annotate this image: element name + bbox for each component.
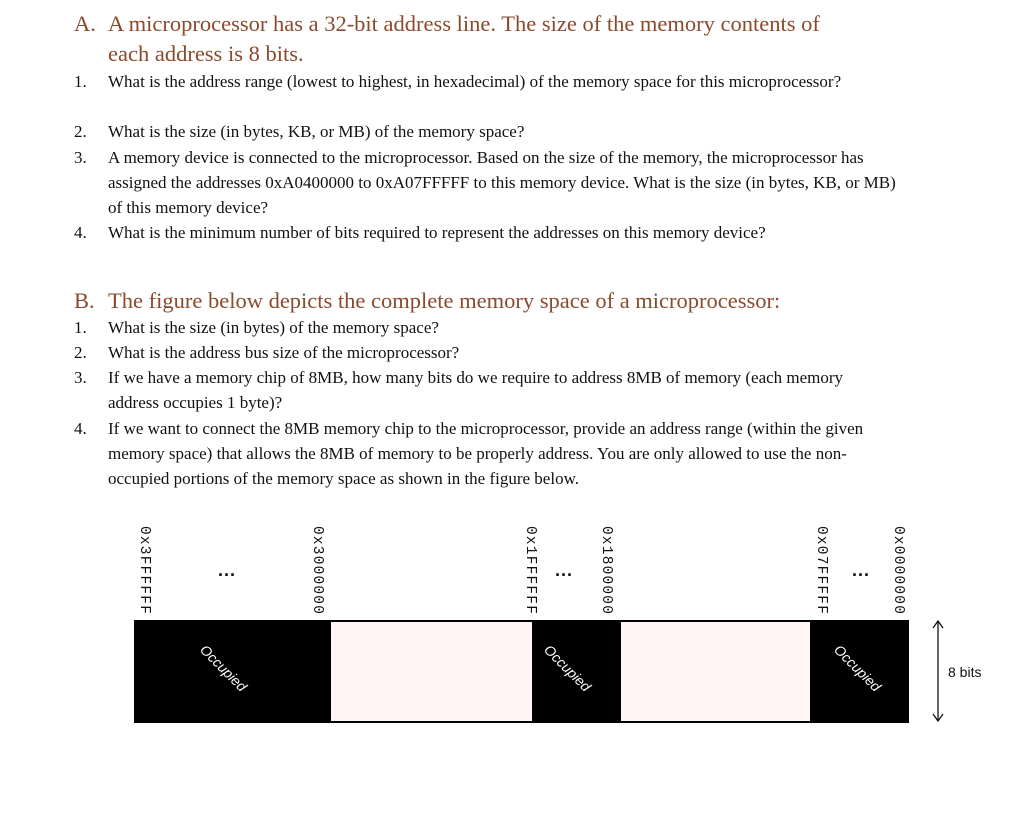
free-segment bbox=[619, 620, 812, 723]
address-label: 0x3FFFFFF bbox=[136, 526, 152, 616]
occupied-label: Occupied bbox=[197, 641, 251, 695]
address-label: 0x1FFFFFF bbox=[522, 526, 538, 616]
address-label: 0x1800000 bbox=[598, 526, 614, 616]
width-arrow-icon bbox=[928, 618, 948, 724]
section-a-line1: A microprocessor has a 32-bit address line. The size of the memory contents of bbox=[108, 11, 820, 36]
item-text: A memory device is connected to the microprocessor. Based on the size of the memory, the microprocessor has assigned the addresses 0xA0400000 to 0xA07FFFFF to this memory device. What is the size (in bytes, KB, or MB) of this memory device? bbox=[108, 148, 896, 217]
item-number: 4. bbox=[74, 223, 87, 242]
item-number: 1. bbox=[74, 72, 87, 91]
item-text: What is the minimum number of bits required to represent the addresses on this memory device? bbox=[108, 223, 766, 242]
item-text: What is the size (in bytes, KB, or MB) of the memory space? bbox=[108, 122, 525, 141]
address-label: 0x0000000 bbox=[890, 526, 906, 616]
bit-width-label: 8 bits bbox=[948, 664, 982, 680]
occupied-label: Occupied bbox=[831, 641, 885, 695]
ellipsis: ... bbox=[218, 560, 237, 580]
item-number: 4. bbox=[74, 419, 87, 438]
section-a-line2: each address is 8 bits. bbox=[108, 41, 304, 66]
occupied-segment bbox=[134, 620, 331, 723]
section-b-line1: The figure below depicts the complete memory space of a microprocessor: bbox=[108, 288, 781, 313]
address-label: 0x3000000 bbox=[309, 526, 325, 616]
item-text: If we have a memory chip of 8MB, how many bits do we require to address 8MB of memory (each memory address occupies 1 byte)? bbox=[108, 368, 844, 412]
free-segment bbox=[329, 620, 534, 723]
item-text: What is the size (in bytes) of the memory space? bbox=[108, 318, 439, 337]
item-text: What is the address range (lowest to highest, in hexadecimal) of the memory space for this microprocessor? bbox=[108, 72, 842, 91]
section-a-label: A. bbox=[74, 11, 96, 36]
item-number: 2. bbox=[74, 343, 87, 362]
item-number: 3. bbox=[74, 368, 87, 387]
address-label: 0x07FFFFF bbox=[813, 526, 829, 616]
item-text: If we want to connect the 8MB memory chip to the microprocessor, provide an address range (within the given memory space) that allows the 8MB of memory to be properly address. You are only allowed to use the non-occupied portions of the memory space as shown in the figure below. bbox=[108, 419, 864, 488]
ellipsis: ... bbox=[852, 560, 871, 580]
occupied-segment bbox=[532, 620, 621, 723]
item-number: 3. bbox=[74, 148, 87, 167]
occupied-label: Occupied bbox=[541, 641, 595, 695]
ellipsis: ... bbox=[555, 560, 574, 580]
item-text: What is the address bus size of the microprocessor? bbox=[108, 343, 460, 362]
item-number: 1. bbox=[74, 318, 87, 337]
section-b-label: B. bbox=[74, 288, 95, 313]
item-number: 2. bbox=[74, 122, 87, 141]
occupied-segment bbox=[810, 620, 909, 723]
